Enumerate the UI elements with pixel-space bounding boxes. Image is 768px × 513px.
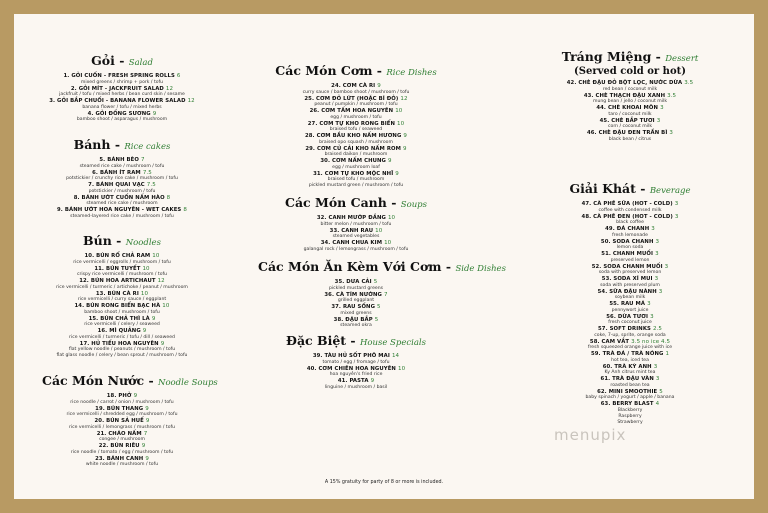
- menu-item-description: Raspberry: [618, 413, 642, 419]
- menu-item-description: linguine / mushroom / basil: [324, 384, 388, 390]
- section-subtitle: Rice cakes: [124, 142, 171, 152]
- menu-item-price: 3: [656, 117, 661, 124]
- menupix-watermark: menupix: [554, 426, 627, 444]
- menu-item-price: 9: [370, 378, 375, 384]
- menu-item-price: 9: [388, 158, 392, 164]
- menu-item-name: 35. DƯA CẢI: [334, 279, 372, 285]
- menu-item-description: corn / coconut milk: [608, 124, 652, 129]
- menu-item-price: 10: [375, 227, 383, 234]
- menu-item: [42, 98, 202, 105]
- menu-item-price: 3.5: [667, 92, 677, 99]
- menu-item-price: 2.5: [652, 326, 662, 332]
- menu-item-description: white noodle / mushroom / tofu: [85, 462, 159, 467]
- menu-item-description: bamboo shoot / mushroom / tofu: [84, 309, 160, 315]
- menu-item-name: 19. BÚN THANG: [95, 405, 144, 412]
- menu-item-description: egg / mushroom / tofu: [330, 114, 382, 120]
- menu-item-price: 9: [152, 110, 157, 117]
- menu-item-description: rice vermicelli / eggrolls / mushroom / tofu: [73, 259, 171, 265]
- menu-item-name: 53. SODA XÍ MUI: [601, 276, 653, 282]
- menu-item-name: 40. CƠM CHIÊN HOA NGUYÊN: [306, 365, 396, 372]
- section-heading: [42, 373, 218, 390]
- menu-item-price: 9: [145, 455, 149, 462]
- menu-item-price: 3: [654, 276, 659, 282]
- section-heading: [42, 138, 202, 154]
- menu-item-name: 10. BÚN RỔ CHẢ RAM: [84, 253, 151, 259]
- menu-item-name: 5. BÁNH BÈO: [99, 157, 140, 163]
- section-title: Bún: [83, 233, 112, 248]
- menu-item-price: 3: [674, 213, 679, 220]
- menu-item-price: 3: [647, 301, 651, 307]
- menu-item-name: 7. BÁNH QUAI VẠC: [88, 182, 145, 188]
- menu-item-description: mixed greens: [340, 310, 372, 316]
- section-dash: -: [441, 259, 456, 274]
- menu-item-name: 23. BÁNH CANH: [95, 455, 144, 462]
- menu-item-description: steamed-layered rice cake / mushroom / tofu: [70, 213, 174, 219]
- menu-item-price: 5: [373, 279, 378, 285]
- menu-item-price: 10: [395, 108, 403, 114]
- section-heading: [258, 259, 506, 276]
- menu-section: [258, 196, 454, 253]
- menu-item-price: 6: [176, 73, 181, 79]
- menu-item-description: rice vermicelli / shredded egg / mushroom / tofu: [66, 412, 178, 417]
- menu-item-name: 27. CƠM TỰ KHO RONG BIỂN: [307, 120, 396, 127]
- menu-item-name: 3. GỎI BẮP CHUỐI - BANANA FLOWER SALAD: [49, 98, 186, 104]
- menu-item-description: galangal rock / lemongrass / mushroom / tofu: [303, 246, 409, 252]
- menu-item-price: 7.5: [146, 182, 156, 188]
- menu-item-price: 5: [659, 388, 663, 395]
- menu-section: [42, 234, 202, 359]
- menu-item-description: congee / mushroom: [99, 437, 145, 442]
- menu-item-name: 12. BÚN HOA ARTICHAUT: [79, 278, 156, 284]
- menu-item-price: 12: [187, 98, 195, 104]
- section-subtitle: Noodle Soups: [158, 378, 218, 388]
- menu-item-name: 4. GỎI ĐỒNG SƯƠNG: [87, 110, 151, 117]
- menu-item-description: banana flower / tofu / mixed herbs: [82, 104, 162, 110]
- section-dash: -: [111, 233, 126, 248]
- menu-item-name: 48. CÀ PHÊ ĐEN (HOT - COLD): [581, 213, 673, 220]
- section-title: Tráng Miệng: [561, 49, 652, 64]
- menu-item-name: 63. BERRY BLAST: [600, 401, 654, 407]
- menu-item-price: 9: [151, 315, 156, 322]
- section-title: Gỏi: [91, 53, 115, 68]
- menu-item-description: pickled mustard greens: [328, 285, 384, 291]
- menu-item-name: 37. RAU SỐNG: [331, 304, 376, 310]
- menu-item-description: soybean milk: [614, 295, 646, 300]
- menu-item-name: 18. PHỞ: [106, 393, 132, 399]
- menu-item-description: steamed vegetables: [332, 234, 380, 239]
- section-subtitle: Side Dishes: [455, 264, 506, 274]
- menu-item-name: 61. TRÀ ĐẬU VÀN: [600, 376, 654, 382]
- menu-item-price: 10: [140, 290, 149, 297]
- menu-item-name: 11. BÚN TUYẾT: [94, 265, 141, 272]
- section-title: Giải Khát: [569, 181, 636, 196]
- menu-item-description: flat yellow noodle / peanuts / mushroom / tofu: [68, 347, 176, 352]
- menu-item-description: braised opo squash / mushroom: [319, 139, 393, 145]
- menu-item-name: 56. DỪA TƯƠI: [606, 313, 649, 320]
- menu-item-name: 52. SODA CHANH MUỐI: [591, 263, 663, 270]
- menu-item-description: mung bean / jello / coconut milk: [593, 99, 667, 104]
- menu-item-price: 7.5: [142, 169, 152, 176]
- section-subtitle: House Specials: [359, 338, 426, 348]
- menu-section: [42, 138, 202, 220]
- menu-item-description: curry sauce / bamboo shoot / mushroom / tofu: [302, 89, 410, 95]
- menu-item-name: 16. MÌ QUẢNG: [97, 328, 141, 334]
- menu-item-description: rice noodle / carrot / onion / mushroom / tofu: [70, 399, 174, 405]
- menu-item-name: 51. CHANH MUỐI: [601, 251, 654, 257]
- menu-item-name: 15. BÚN CHẢ THÌ LÀ: [88, 315, 150, 322]
- menu-item-description: fresh lemonade: [612, 232, 648, 238]
- section-title: Các Món Nước: [42, 373, 145, 388]
- menu-item-price: 3: [653, 363, 658, 370]
- section-subtitle: Salad: [128, 58, 153, 68]
- menu-item-price: 9: [133, 393, 138, 399]
- menu-item-name: 62. MINI SMOOTHIE: [597, 388, 658, 395]
- menu-item-description: red bean / coconut milk: [602, 86, 658, 92]
- menu-item-name: 6. BÁNH ÍT RAM: [92, 169, 141, 176]
- menu-item-name: 57. SOFT DRINKS: [598, 326, 651, 332]
- menu-item-price: 10: [162, 303, 170, 309]
- menu-item-description: bitter melon / mushroom / tofu: [320, 221, 392, 227]
- menu-item-price: 3: [664, 263, 669, 270]
- menu-item-price: 8: [166, 194, 171, 201]
- menu-section: [258, 334, 454, 391]
- section-title: Các Món Canh: [285, 195, 387, 210]
- menu-item-name: 28. CƠM BẦU KHO NẤM HƯƠNG: [304, 133, 402, 139]
- section-dash: -: [346, 333, 360, 348]
- section-title: Các Món Cơm: [275, 63, 373, 78]
- menu-item-description: potstickier / mushroom / tofu: [88, 188, 156, 194]
- menu-item-name: 24. CƠM CÀ RI: [331, 83, 376, 89]
- menu-item-description: rice vermicelli / lemongrass / mushroom / tofu: [68, 424, 176, 430]
- section-subtitle: Beverage: [649, 186, 691, 196]
- menu-item-name: 36. CÀ TÍM NƯỚNG: [324, 291, 382, 298]
- menu-item-description: baby spinach / yogurt / apple / banana: [585, 395, 675, 400]
- section-heading: [42, 234, 202, 250]
- menu-item-name: 31. CƠM TỰ KHO MỘC NHĨ: [313, 170, 394, 177]
- menu-item-price: 3: [655, 376, 660, 382]
- menu-item: [42, 73, 202, 80]
- section-heading: [258, 64, 454, 80]
- menu-item-description: grilled eggplant: [337, 298, 375, 303]
- menu-item-description: pennywort juice: [611, 307, 649, 313]
- section-subtitle: Soups: [400, 200, 427, 210]
- menu-item-description: braised tofu / seaweed: [329, 127, 383, 132]
- menu-item-price: 9: [403, 145, 407, 152]
- menu-item-description: rice vermicelli / turmeric / artichoke / peanut / mushroom: [56, 284, 188, 290]
- menu-item-description: Blackberry: [617, 407, 643, 413]
- menu-item-price: 10: [142, 265, 150, 272]
- menu-item-name: 44. CHÈ KHOAI MÔN: [596, 105, 659, 111]
- menu-item-description: braised tofu / mushroom: [327, 177, 385, 182]
- menu-item-price: 9: [145, 418, 150, 424]
- menu-section: [258, 64, 454, 189]
- menu-item-price: 3: [674, 201, 679, 207]
- menu-item-price: 14: [391, 353, 400, 359]
- menu-item: [546, 80, 714, 87]
- menu-item-price: 7: [143, 430, 148, 437]
- menu-item-price: 3: [660, 105, 664, 111]
- menu-item-price: 10: [397, 365, 406, 372]
- menu-item-description: tomato / egg / fromage / tofu: [322, 359, 390, 365]
- menu-item-price: 10: [384, 240, 392, 246]
- menu-item-price: 3: [658, 288, 663, 295]
- menu-item-description: roasted bean tea: [610, 382, 650, 388]
- menu-item-name: 38. ĐẬU BẮP: [333, 316, 373, 323]
- menu-item-price: 1: [665, 351, 670, 357]
- menu-item-description: jackfruit / tofu / mixed herbs / bean curd skin / sesame: [59, 92, 185, 97]
- menu-section: [258, 259, 506, 329]
- menu-item-description: Ky Anh citrus mint tea: [604, 370, 656, 375]
- menu-item-description: black bean / citrus: [608, 136, 652, 142]
- menu-item-price: 12: [157, 278, 165, 284]
- section-dash: -: [635, 181, 650, 196]
- section-subtitle: Noodles: [125, 238, 161, 248]
- menu-item-price: 10: [152, 253, 160, 259]
- menu-item-description: Strawberry: [617, 419, 643, 425]
- menu-item-name: 22. BÚN RIÊU: [98, 443, 140, 449]
- menu-item-price: 9: [403, 133, 408, 139]
- menu-item-price: 3: [651, 226, 655, 232]
- menu-item-description: steamed rice cake / mushroom / tofu: [79, 163, 165, 169]
- menu-item-description: flat glass noodle / celery / bean sprout / mushroom / tofu: [56, 353, 188, 358]
- menu-item-name: 32. CANH MƯỚP ĐẮNG: [316, 215, 386, 221]
- menu-section: [42, 54, 202, 123]
- menu-item-price: 12: [165, 85, 174, 92]
- menu-item-price: 8: [183, 207, 187, 213]
- menu-item-price: 3: [669, 130, 673, 136]
- menu-item-name: 45. CHÈ BẮP TƯƠI: [599, 117, 655, 124]
- menu-item-name: 49. ĐÁ CHANH: [605, 226, 650, 232]
- menu-item-description: mixed greens / shrimp + pork / tofu: [80, 79, 164, 85]
- menu-item-name: 29. CƠM CỦ CẢI KHO NẤM ROM: [305, 145, 402, 152]
- menu-section: [42, 373, 218, 468]
- menu-item-name: 14. BÚN RONG BIỂN BẠC HÀ: [74, 303, 161, 309]
- menu-item-name: 43. CHÈ THẠCH ĐẬU XANH: [583, 92, 666, 99]
- menu-item-description: hoa nguyên's fried rice: [329, 372, 383, 377]
- menu-item-name: 34. CANH CHUA KIM: [320, 240, 383, 246]
- menu-item-description: rice vermicelli / turmeric / tofu / dill / seaweed: [69, 334, 175, 340]
- menu-item-description: fresh coconut juice: [608, 320, 652, 325]
- menu-item-name: 2. GỎI MÍT - JACKFRUIT SALAD: [70, 85, 164, 92]
- section-heading: [258, 334, 454, 350]
- menu-item-description: egg / mushroom loaf: [332, 164, 380, 170]
- menu-item-description: soda with preserved lemon: [598, 270, 662, 275]
- menu-item-name: 41. PASTA: [337, 378, 369, 384]
- menu-item-price: 5: [374, 316, 379, 323]
- menu-item-description: rice vermicelli / celery / seaweed: [84, 322, 160, 327]
- section-dash: -: [651, 49, 666, 64]
- section-dash: -: [144, 373, 158, 388]
- menu-item-description: soda with preserved plum: [600, 282, 660, 288]
- menu-item-name: 33. CANH RAU: [329, 227, 374, 234]
- menu-item-description: bamboo shoot / asparagus / mushroom: [76, 117, 168, 122]
- menu-item-price: 9: [395, 170, 399, 177]
- menu-item-price: 7: [384, 291, 388, 298]
- menu-item-name: 50. SODA CHANH: [600, 238, 654, 245]
- section-heading: [546, 50, 714, 66]
- section-title: Các Món Ăn Kèm Với Cơm: [258, 259, 442, 274]
- menu-page: [14, 14, 754, 499]
- section-dash: -: [372, 63, 387, 78]
- section-title-note: (Served cold or hot): [574, 66, 686, 77]
- menu-item-description: pickled mustard green / mushroom / tofu: [308, 183, 404, 188]
- menu-section: [546, 182, 714, 426]
- menu-item-name: 20. BÚN SẢ HUẾ: [94, 418, 144, 424]
- menu-item-price: 10: [387, 215, 396, 221]
- menu-section: [546, 50, 714, 143]
- section-title: Bánh: [73, 137, 111, 152]
- section-dash: -: [114, 53, 129, 68]
- menu-item-description: black coffee: [616, 220, 644, 225]
- section-dash: -: [110, 137, 125, 152]
- menu-item-price: 3.5: [684, 80, 694, 86]
- menu-item-name: 30. CƠM NẤM CHUNG: [320, 158, 386, 164]
- menu-item-price: 3.5 no ice 4.5: [631, 338, 671, 345]
- menu-item-name: 46. CHÈ ĐẬU ĐEN TRẦN BÌ: [586, 130, 668, 136]
- menu-item-name: 17. HỦ TIẾU HOA NGUYÊN: [79, 340, 159, 347]
- menu-item-price: 3: [655, 238, 660, 245]
- menu-item-name: 59. TRÀ ĐÁ / TRÀ NÓNG: [590, 351, 664, 357]
- section-title: Đặc Biệt: [286, 333, 347, 348]
- section-dash: -: [386, 195, 401, 210]
- menu-item-description: lemon soda: [616, 245, 644, 250]
- menu-item-name: 9. BÁNH ƯỚT HOA NGUYÊN - WET CAKES: [57, 207, 182, 213]
- menu-item-price: 9: [142, 328, 147, 334]
- menu-item-description: braised daikon / mushroom: [324, 152, 388, 157]
- menu-item-description: coke, 7-up, sprite, orange soda: [594, 332, 666, 338]
- menu-item-price: 9: [141, 443, 146, 449]
- menu-item-name: 60. TRÀ KỲ ANH: [602, 363, 652, 370]
- menu-item-name: 42. CHÈ ĐẬU ĐỎ BỘT LỌC, NƯỚC DỪA: [566, 80, 683, 86]
- menu-item-price: 9: [377, 83, 381, 89]
- menu-item-name: 47. CÀ PHÊ SỮA (HOT - COLD): [581, 201, 673, 207]
- menu-item-description: steamed okra: [340, 323, 372, 328]
- menu-item-description: potstickier / crunchy rice cake / mushroom / tofu: [66, 176, 178, 181]
- menu-item-description: fresh squeezed orange juice with ice: [587, 345, 673, 350]
- menu-item-name: 8. BÁNH ƯỚT CUỐN NẤM HÀO: [73, 194, 165, 201]
- menu-item-price: 5: [377, 304, 381, 310]
- menu-item-price: 12: [400, 95, 408, 102]
- menu-item-name: 54. SỮA ĐẬU NÀNH: [597, 288, 657, 295]
- menu-item-price: 9: [145, 405, 149, 412]
- gratuity-note: A 15% gratuity for party of 8 or more is included.: [324, 480, 444, 485]
- menu-item-description: hot tea, iced tea: [611, 357, 649, 363]
- section-heading: [42, 54, 202, 70]
- menu-item-price: 4: [655, 401, 660, 407]
- menu-item-name: 26. CƠM TẤM HOA NGUYÊN: [309, 108, 394, 114]
- menu-item-name: 1. GỎI CUỐN - FRESH SPRING ROLLS: [63, 73, 175, 79]
- menu-item-name: 55. RAU MÁ: [609, 301, 646, 307]
- section-heading: [546, 182, 714, 198]
- menu-item-name: 39. TÀU HỦ SỐT PHÔ MAI: [312, 353, 390, 359]
- menu-item-description: rice vermicelli / curry sauce / eggplant: [77, 297, 167, 302]
- section-heading: [258, 196, 454, 212]
- menu-item-name: 58. CAM VẮT: [589, 338, 630, 345]
- menu-item-description: crispy rice vermicelli / mushroom / tofu: [76, 272, 168, 277]
- menu-item-name: 25. CƠM ĐỎ LỨT (HOẶC BÍ ĐỎ): [304, 95, 399, 102]
- menu-item: [42, 207, 202, 214]
- section-subtitle: Rice Dishes: [386, 68, 437, 78]
- menu-item-description: preserved lemon: [610, 257, 650, 263]
- menu-item-description: taro / coconut milk: [608, 111, 652, 117]
- menu-item-name: 13. BÚN CÀ RI: [95, 290, 139, 297]
- menu-item-price: 10: [397, 120, 405, 127]
- menu-item-price: 7: [141, 157, 145, 163]
- menu-item-description: rice noodle / tomato / egg / mushroom / tofu: [70, 449, 174, 455]
- section-subtitle: Dessert: [665, 54, 699, 64]
- menu-item-price: 3: [650, 313, 654, 320]
- menu-item-description: coffee with condensed milk: [598, 207, 662, 213]
- menu-item-price: 3: [655, 251, 659, 257]
- menu-item-name: 21. CHÁO NẤM: [96, 430, 142, 437]
- menu-item-description: peanut / pumpkin / mushroom / tofu: [314, 102, 398, 107]
- menu-item-price: 9: [160, 340, 165, 347]
- menu-item-description: steamed rice cake / mushroom: [86, 201, 158, 206]
